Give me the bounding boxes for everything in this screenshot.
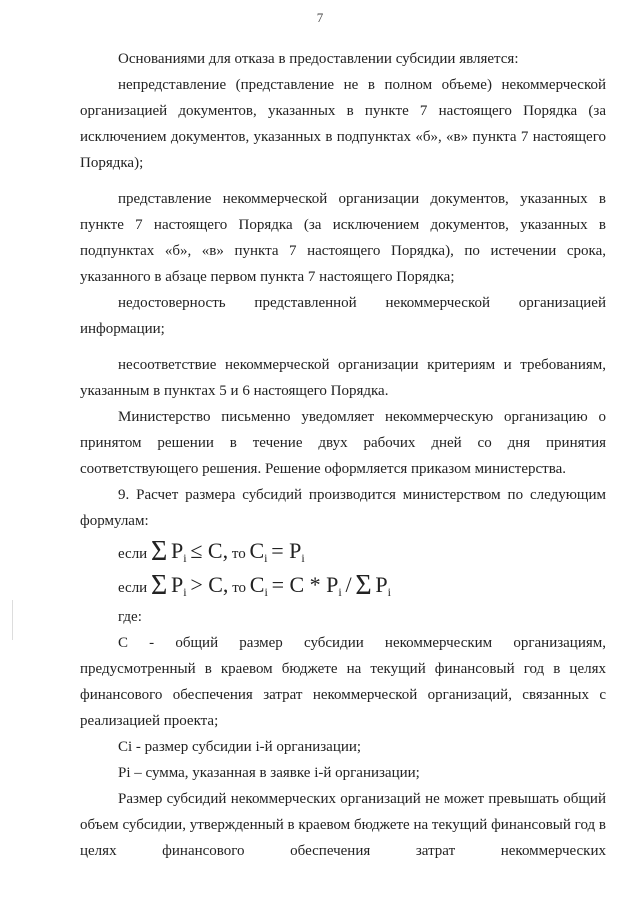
formula-if-label: если (118, 546, 148, 562)
paragraph-non-submission: непредставление (представление не в полном объеме) некоммерческой организацией документов, указанных в пункте 7 настоящего Порядка (за исключением документов, указанных в подпунктах «б», «в» пункта 7 настоящего Порядка); (80, 77, 606, 171)
formula-condition-1 (80, 534, 606, 568)
page-number: 7 (316, 10, 324, 25)
formula-var: $P_i$ (171, 538, 187, 565)
formula-if-label: если (118, 580, 148, 596)
sum-symbol: Σ (150, 570, 168, 601)
definition-c: C - общий размер субсидии некоммерческим организациям, предусмотренный в краевом бюджете на текущий финансовый год в целях финансового обеспечения затрат некоммерческой организаций, связанных с реализацией проекта; (80, 635, 606, 729)
paragraph-calculation-intro: 9. Расчет размера субсидий производится министерством по следующим формулам: (80, 487, 606, 529)
formula-result: $C_i$ (249, 572, 268, 599)
formula-result: $C_i$ (249, 538, 268, 565)
scan-artifact-line (12, 600, 13, 640)
formula-condition-2 (80, 568, 606, 602)
paragraph-nonconformity: несоответствие некоммерческой организации критериям и требованиям, указанным в пунктах 5 и 6 настоящего Порядка. (80, 357, 606, 399)
formula-rhs: = $P_i$ (271, 538, 305, 565)
paragraph-inaccuracy: недостоверность представленной некоммерческой организацией информации; (80, 295, 606, 337)
sum-symbol: Σ (355, 570, 372, 601)
paragraph-late-submission: представление некоммерческой организации документов, указанных в пункте 7 настоящего Порядка (за исключением документов, указанных в подпунктах «б», «в» пункта 7 настоящего Порядка), по истечении срока, указанного в абзаце первом пункта 7 настоящего Порядка; (80, 191, 606, 285)
paragraph-ministry-notification: Министерство письменно уведомляет некоммерческую организацию о принятом решении в течение двух рабочих дней со дня принятия соответствующего решения. Решение оформляется приказом министерства. (80, 409, 606, 477)
definition-pi: Pi – сумма, указанная в заявке i-й организации; (118, 765, 420, 781)
formula-divider: / (345, 572, 352, 597)
document-body (80, 46, 606, 864)
formula-operator: > C, (190, 572, 229, 597)
formula-then-label: то (232, 580, 247, 596)
formula-var: $P_i$ (171, 572, 187, 599)
sum-symbol: Σ (150, 536, 168, 567)
formula-rhs: = C * $P_i$ (271, 572, 342, 599)
paragraph-refusal-grounds-intro: Основаниями для отказа в предоставлении субсидии является: (118, 51, 519, 67)
definition-ci: Ci - размер субсидии i-й организации; (118, 739, 362, 755)
where-label: где: (118, 609, 142, 625)
formula-then-label: то (231, 546, 246, 562)
paragraph-subsidy-limit: Размер субсидий некоммерческих организаций не может превышать общий объем субсидии, утвержденный в краевом бюджете на текущий финансовый год в целях финансового обеспечения затрат некоммерческих (80, 791, 606, 859)
formula-operator: ≤ C, (190, 538, 229, 563)
formula-rhs-end: $P_i$ (375, 572, 392, 599)
